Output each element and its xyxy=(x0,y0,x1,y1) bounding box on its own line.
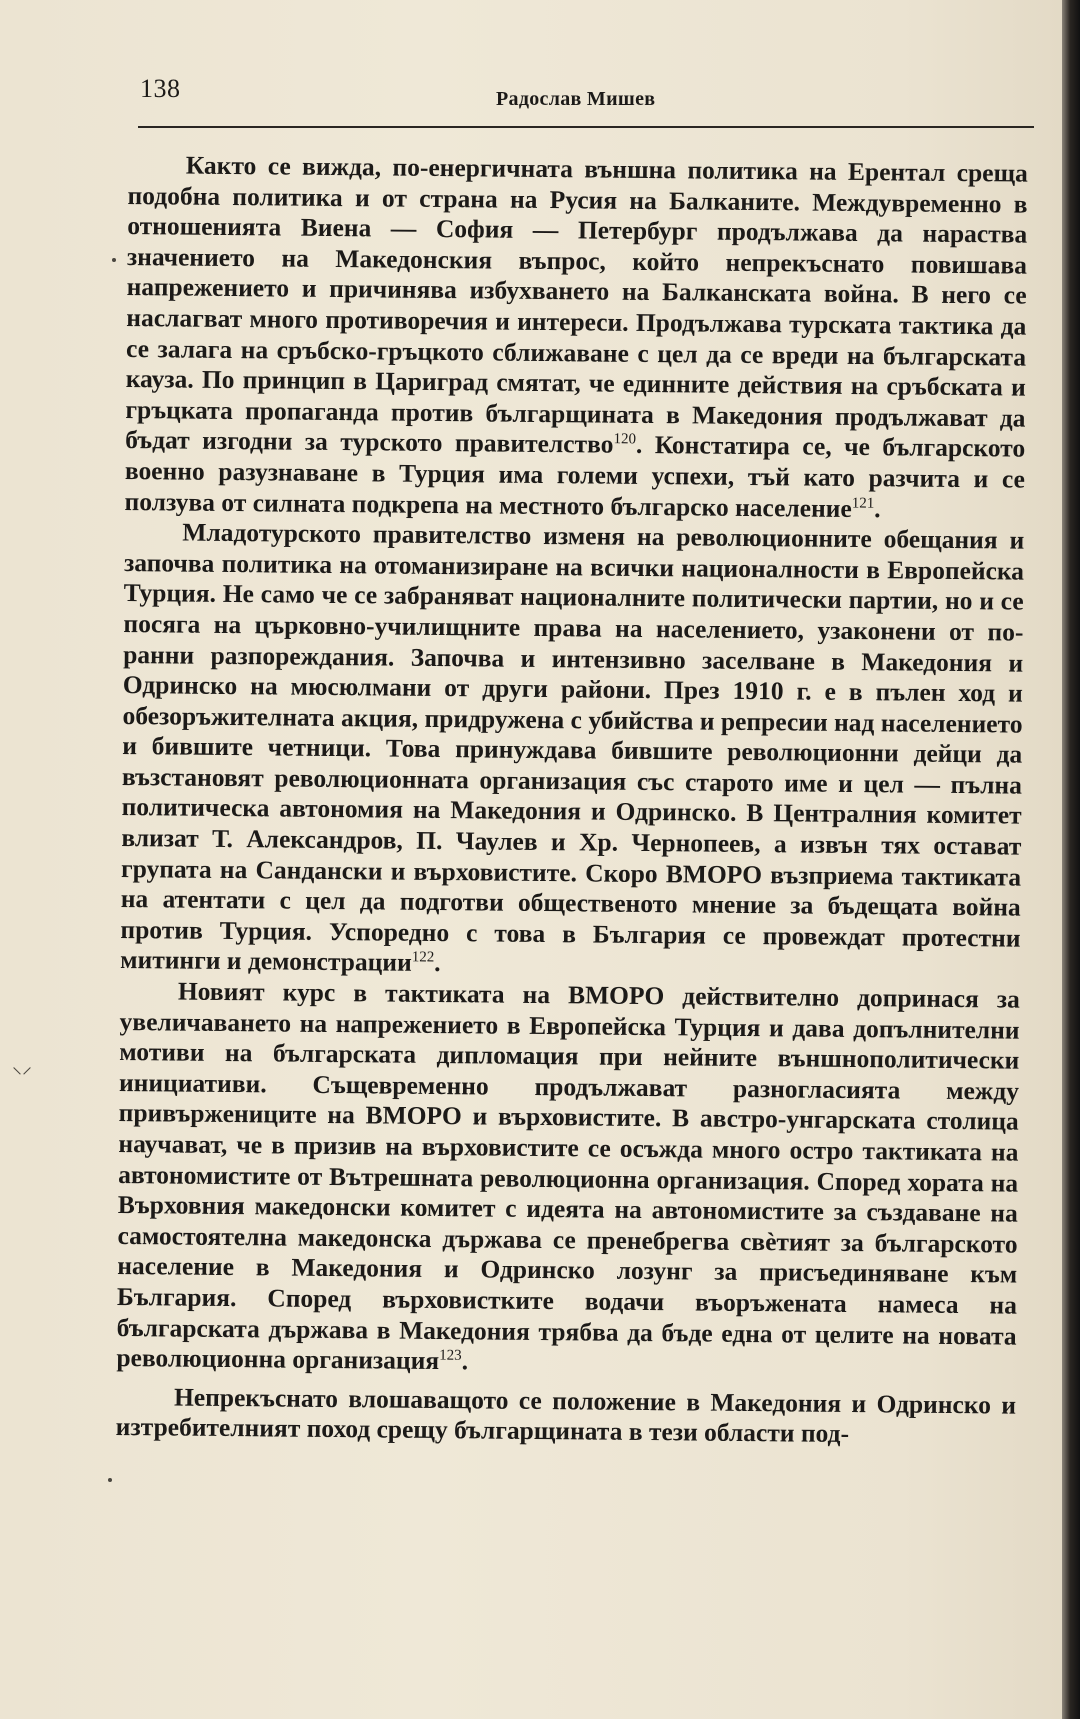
paragraph xyxy=(116,1382,1017,1452)
page-header xyxy=(138,70,1034,128)
paragraph-text: Както се вижда, по-енергичната външна политика на Ерентал среща подобна политика и от страна на Русия на Балканите. Междувременно в отношенията Виена — София — Петербург продължава да нараства значението на Македонския въпрос, който непрекъснато повишава напрежението и причинява избухването на Балканската война. В него се наслагват много противоречия и интереси. Продължава турската тактика да се залага на сръбско-гръцкото сближаване с цел да се вреди на българската кауза. По принцип в Цариград смятат, че единните действия на сръбската и гръцката пропаганда против българщината в Македония продължават да бъдат изгодни за турското правителство xyxy=(125,150,1028,460)
paragraph xyxy=(116,976,1020,1382)
paragraph-text: Новият курс в тактиката на ВМОРО действително допринася за увеличаването на напрежението в Европейска Турция и дава допълнителни мотиви на българската дипломация при нейните външнополитически инициативи. Същевременно продължават разногласията между привържениците на ВМОРО и върховистите. В австро-унгарската столица научават, че в призив на върховистите се осъжда много остро тактиката на автономистите от Вътрешната революционна организация. Според хората на Върховния македонски комитет с идеята на автономистите за създаване на самостоятелна македонска държава се пренебрегва свѐтият за българското население в Македония и Одринско лозунг за присъединяване към България. Според върховистките водачи въоръжената намеса на българската държава в Македония трябва да бъде една от целите на новата революционна организация xyxy=(116,976,1021,1376)
book-binding-edge xyxy=(1062,0,1080,1719)
margin-dot-mark xyxy=(112,258,116,262)
paragraph-text: Непрекъснато влошаващото се положение в Македония и Одринско и изтребителният поход срещу българщината в тези области под- xyxy=(115,1382,1017,1449)
body-text xyxy=(116,150,1028,1452)
footnote-reference: 123 xyxy=(439,1347,462,1364)
paragraph-text: . xyxy=(434,948,441,978)
margin-dot-mark xyxy=(108,1478,112,1482)
paragraph xyxy=(120,517,1024,985)
paragraph-text: . Констатира се, че българското военно разузнаване в Турция има големи успехи, тъй като разчита и се ползува от силната подкрепа на местното българско население xyxy=(124,430,1026,523)
footnote-reference: 120 xyxy=(613,431,637,448)
footnote-reference: 122 xyxy=(411,949,435,966)
paragraph-text: . xyxy=(874,493,881,523)
paragraph-text: Младотурското правителство изменя на революционните обещания и започва политика на отоманизиране на всички националности в Европейска Турция. Не само че се забраняват националните политически партии, но и се посяга на църковно-училищните права на населението, узаконени от по-ранни разпореждания. Започва и интензивно заселване в Македония и Одринско на мюсюлмани от други райони. През 1910 г. е в пълен ход и обезоръжителната акция, придружена с убийства и репресии над населението и бившите четници. Това принуждава бившите революционни дейци да възстановят революционната организация със старото име и цел — пълна политическа автономия на Македония и Одринско. В Централния комитет влизат Т. Александров, П. Чаулев и Хр. Чернопеев, а извън тях остават групата на Сандански и върховистите. Скоро ВМОРО възприема тактиката на атентати с цел да подготви общественото мнение за бъдещата война против Турция. Успоредно с това в България се провеждат протестни митинги и демонстрации xyxy=(120,517,1025,978)
paragraph-text: . xyxy=(461,1346,469,1376)
running-head-author: Радослав Мишев xyxy=(496,88,656,110)
paragraph xyxy=(124,150,1027,526)
margin-pencil-mark: ⸜⸝ xyxy=(12,1056,32,1078)
footnote-reference: 121 xyxy=(851,494,875,512)
page-number: 138 xyxy=(140,74,181,103)
